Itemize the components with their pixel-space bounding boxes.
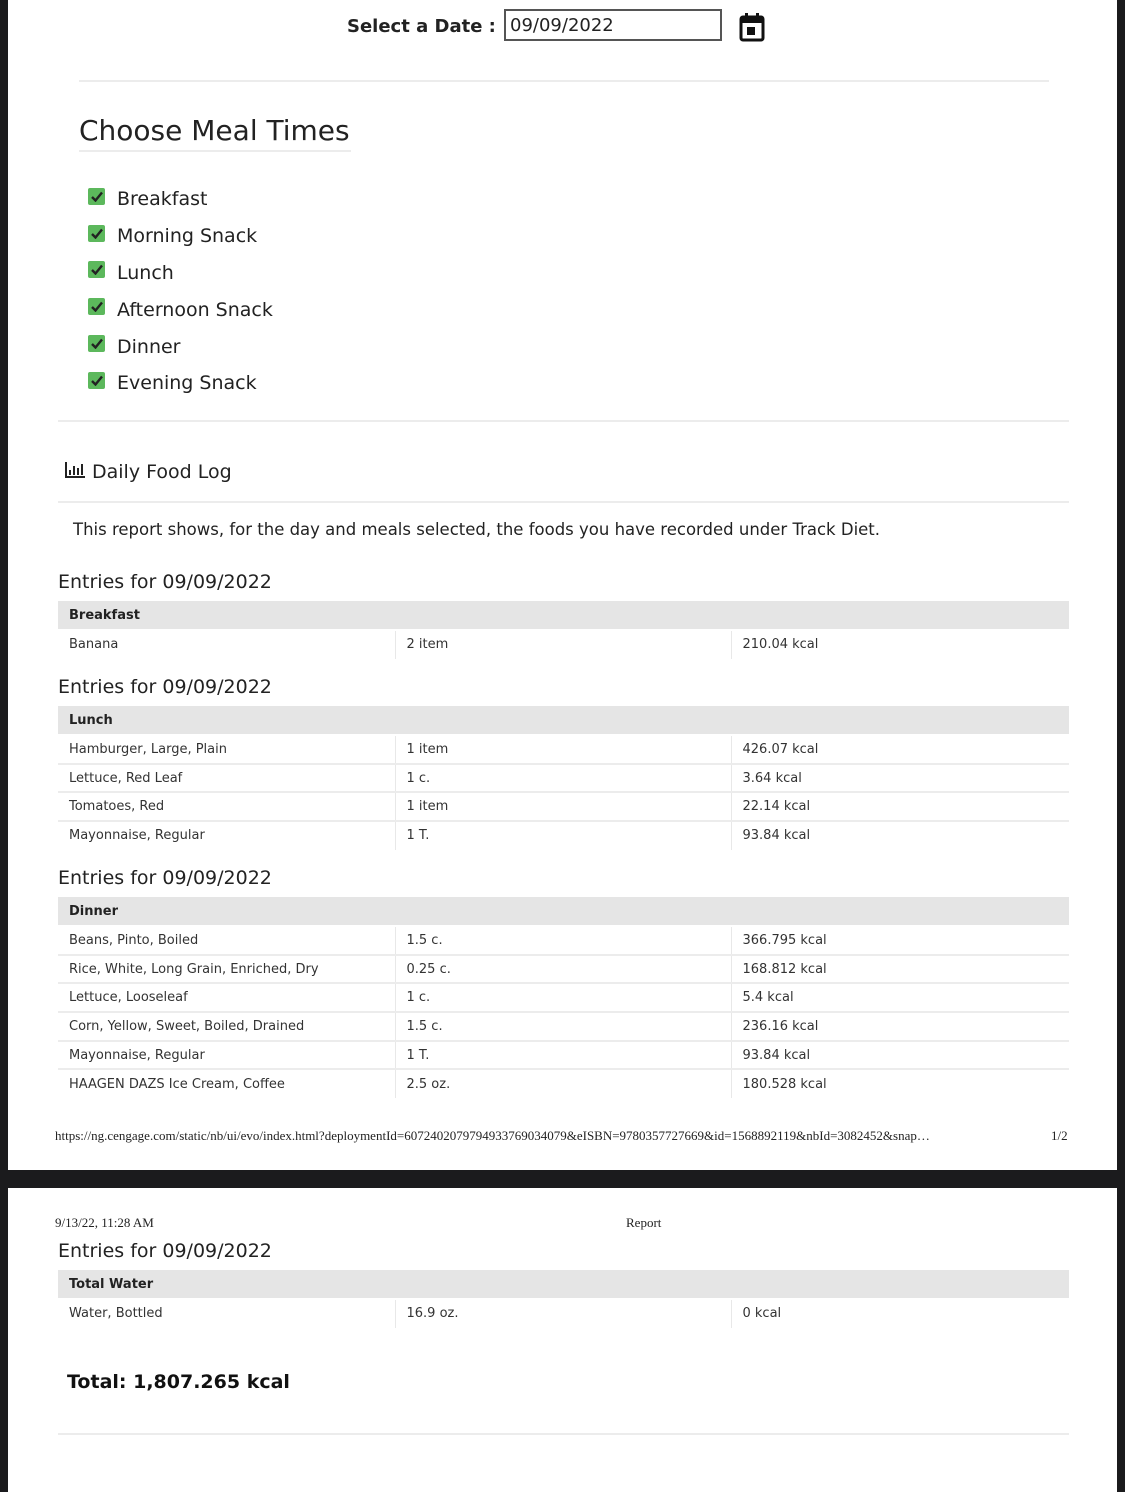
meal-header: Dinner — [58, 897, 1069, 926]
food-kcal: 210.04 kcal — [731, 630, 1069, 659]
food-amount: 1 T. — [395, 1041, 731, 1070]
food-name: Lettuce, Red Leaf — [58, 764, 395, 793]
food-name: Lettuce, Looseleaf — [58, 983, 395, 1012]
print-footer-url: https://ng.cengage.com/static/nb/ui/evo/index.html?deploymentId=6072402079794933769034079&eISBN=9780357727669&id=1568892119&nbId=3082452&snap… — [55, 1128, 930, 1143]
entries-section-breakfast — [58, 571, 1069, 659]
date-input[interactable] — [504, 9, 722, 41]
food-amount: 1 item — [395, 792, 731, 821]
food-kcal: 0 kcal — [731, 1299, 1069, 1328]
food-name: Mayonnaise, Regular — [58, 1041, 395, 1070]
food-name: Rice, White, Long Grain, Enriched, Dry — [58, 955, 395, 984]
table-row — [58, 821, 1069, 850]
print-page-number: 1/2 — [1051, 1128, 1068, 1143]
entries-title: Entries for 09/09/2022 — [58, 571, 272, 593]
print-header-date: 9/13/22, 11:28 AM — [55, 1215, 154, 1230]
date-label: Select a Date : — [347, 16, 496, 37]
food-name: Water, Bottled — [58, 1299, 395, 1328]
table-row — [58, 1012, 1069, 1041]
table-row — [58, 1041, 1069, 1070]
checkbox-checked-icon[interactable] — [88, 298, 105, 315]
food-name: Corn, Yellow, Sweet, Boiled, Drained — [58, 1012, 395, 1041]
entries-title: Entries for 09/09/2022 — [58, 676, 272, 698]
food-amount: 1.5 c. — [395, 1012, 731, 1041]
food-amount: 2 item — [395, 630, 731, 659]
print-page-1 — [8, 0, 1117, 1170]
entries-section-water — [58, 1240, 1069, 1328]
meal-checkbox-dinner[interactable] — [88, 328, 273, 365]
food-amount: 1 c. — [395, 764, 731, 793]
meal-table-dinner — [58, 897, 1069, 1098]
meal-header: Lunch — [58, 706, 1069, 735]
food-kcal: 22.14 kcal — [731, 792, 1069, 821]
daily-food-log-header — [64, 461, 232, 483]
divider — [79, 80, 1049, 82]
meal-checkbox-afternoon-snack[interactable] — [88, 291, 273, 328]
entries-section-dinner — [58, 867, 1069, 1098]
meal-table-lunch — [58, 706, 1069, 850]
table-row — [58, 792, 1069, 821]
meal-checkbox-evening-snack[interactable] — [88, 365, 273, 402]
food-name: Beans, Pinto, Boiled — [58, 926, 395, 955]
checkbox-checked-icon[interactable] — [88, 335, 105, 352]
food-kcal: 180.528 kcal — [731, 1069, 1069, 1098]
report-description: This report shows, for the day and meals selected, the foods you have recorded under Track Diet. — [73, 520, 881, 539]
table-row — [58, 764, 1069, 793]
divider — [58, 1433, 1069, 1435]
total-kcal: Total: 1,807.265 kcal — [67, 1371, 290, 1393]
food-amount: 16.9 oz. — [395, 1299, 731, 1328]
meal-header: Breakfast — [58, 601, 1069, 630]
table-row — [58, 926, 1069, 955]
table-row — [58, 735, 1069, 764]
meal-label: Dinner — [117, 335, 181, 358]
food-name: Mayonnaise, Regular — [58, 821, 395, 850]
checkbox-checked-icon[interactable] — [88, 372, 105, 389]
checkbox-checked-icon[interactable] — [88, 261, 105, 278]
food-kcal: 93.84 kcal — [731, 821, 1069, 850]
meal-table-water — [58, 1270, 1069, 1328]
food-amount: 1 item — [395, 735, 731, 764]
food-amount: 2.5 oz. — [395, 1069, 731, 1098]
meal-table-breakfast — [58, 601, 1069, 659]
meal-label: Afternoon Snack — [117, 298, 273, 321]
table-row — [58, 630, 1069, 659]
food-name: Banana — [58, 630, 395, 659]
entries-title: Entries for 09/09/2022 — [58, 1240, 272, 1262]
meal-header: Total Water — [58, 1270, 1069, 1299]
food-amount: 1 c. — [395, 983, 731, 1012]
entries-section-lunch — [58, 676, 1069, 850]
divider — [58, 501, 1069, 503]
meal-checkbox-breakfast[interactable] — [88, 181, 273, 218]
food-amount: 1.5 c. — [395, 926, 731, 955]
food-kcal: 236.16 kcal — [731, 1012, 1069, 1041]
meal-checkbox-lunch[interactable] — [88, 255, 273, 292]
report-title: Daily Food Log — [92, 461, 232, 483]
meal-times-list — [88, 181, 273, 402]
meal-label: Breakfast — [117, 188, 208, 211]
food-name: Hamburger, Large, Plain — [58, 735, 395, 764]
table-row — [58, 955, 1069, 984]
table-row — [58, 983, 1069, 1012]
entries-title: Entries for 09/09/2022 — [58, 867, 272, 889]
meal-label: Evening Snack — [117, 372, 257, 395]
food-kcal: 426.07 kcal — [731, 735, 1069, 764]
food-name: HAAGEN DAZS Ice Cream, Coffee — [58, 1069, 395, 1098]
food-name: Tomatoes, Red — [58, 792, 395, 821]
divider — [79, 150, 351, 152]
calendar-icon[interactable] — [738, 12, 766, 42]
food-kcal: 3.64 kcal — [731, 764, 1069, 793]
checkbox-checked-icon[interactable] — [88, 225, 105, 242]
print-page-2 — [8, 1188, 1117, 1492]
divider — [58, 420, 1069, 422]
food-kcal: 5.4 kcal — [731, 983, 1069, 1012]
food-kcal: 168.812 kcal — [731, 955, 1069, 984]
print-header-title: Report — [626, 1215, 662, 1230]
food-kcal: 93.84 kcal — [731, 1041, 1069, 1070]
meal-label: Lunch — [117, 261, 174, 284]
date-selector — [8, 9, 1117, 45]
food-amount: 0.25 c. — [395, 955, 731, 984]
meal-label: Morning Snack — [117, 225, 258, 248]
meal-checkbox-morning-snack[interactable] — [88, 218, 273, 255]
meal-times-title: Choose Meal Times — [79, 114, 350, 147]
food-amount: 1 T. — [395, 821, 731, 850]
bar-chart-icon — [64, 461, 86, 483]
table-row — [58, 1299, 1069, 1328]
food-kcal: 366.795 kcal — [731, 926, 1069, 955]
checkbox-checked-icon[interactable] — [88, 188, 105, 205]
table-row — [58, 1069, 1069, 1098]
